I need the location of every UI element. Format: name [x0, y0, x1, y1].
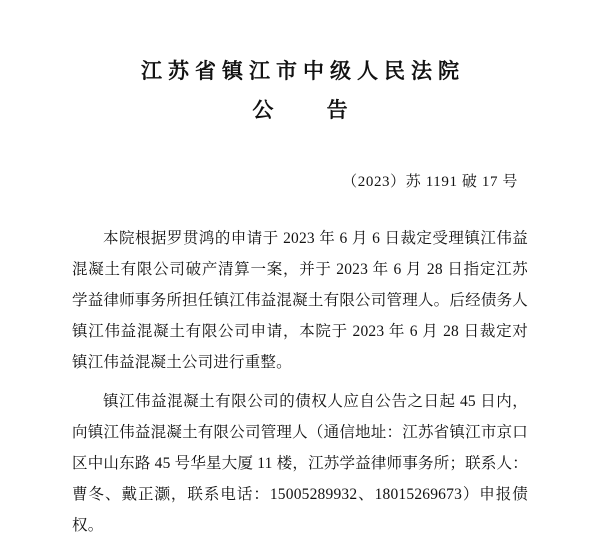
document-body [72, 223, 528, 541]
document-type-title: 公 告 [252, 98, 372, 122]
court-name-title: 江苏省镇江市中级人民法院 [141, 59, 465, 83]
paragraph: 本院根据罗贯鸿的申请于 2023 年 6 月 6 日裁定受理镇江伟益混凝土有限公司破产清算一案，并于 2023 年 6 月 28 日指定江苏学益律师事务所担任镇江伟益混凝土有限公司管理人。后经债务人镇江伟益混凝土有限公司申请，本院于 2023 年 6 月 28 日裁定对镇江伟益混凝土公司进行重整。 [72, 230, 528, 371]
document-title-block [72, 54, 528, 128]
case-number: （2023）苏 1191 破 17 号 [342, 174, 518, 190]
paragraph: 镇江伟益混凝土有限公司的债权人应自公告之日起 45 日内，向镇江伟益混凝土有限公司管理人（通信地址：江苏省镇江市京口区中山东路 45 号华星大厦 11 楼，江苏学益律师事务所；联系人：曹冬、戴正灏，联系电话：15005289932、18015269673）申报债权。 [72, 393, 528, 534]
